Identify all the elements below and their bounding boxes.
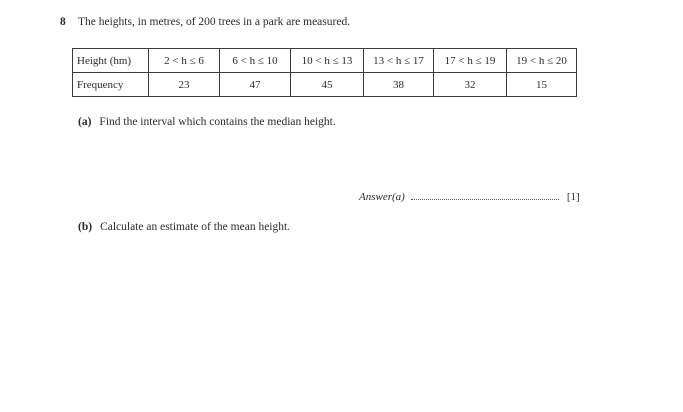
frequency-table bbox=[72, 48, 577, 97]
frequency-cell: 15 bbox=[507, 73, 577, 97]
interval-cell: 10 < h ≤ 13 bbox=[291, 49, 364, 73]
interval-cell: 6 < h ≤ 10 bbox=[220, 49, 291, 73]
question-number: 8 bbox=[60, 16, 66, 28]
frequency-cell: 47 bbox=[220, 73, 291, 97]
frequency-cell: 45 bbox=[291, 73, 364, 97]
answer-a-label: Answer(a) bbox=[359, 191, 405, 203]
part-b-label: (b) bbox=[78, 221, 93, 233]
interval-cell: 17 < h ≤ 19 bbox=[434, 49, 507, 73]
part-b bbox=[78, 221, 290, 233]
interval-cell: 19 < h ≤ 20 bbox=[507, 49, 577, 73]
part-b-text: Calculate an estimate of the mean height. bbox=[100, 221, 291, 233]
frequency-cell: 23 bbox=[149, 73, 220, 97]
answer-a-line bbox=[359, 191, 580, 203]
answer-a-marks: [1] bbox=[566, 191, 580, 203]
table-row-height bbox=[73, 49, 577, 73]
table-row-frequency bbox=[73, 73, 577, 97]
question-text: The heights, in metres, of 200 trees in a park are measured. bbox=[78, 16, 351, 28]
part-a-text: Find the interval which contains the median height. bbox=[99, 116, 336, 128]
interval-cell: 13 < h ≤ 17 bbox=[364, 49, 434, 73]
row-label-height: Height (hm) bbox=[73, 49, 149, 73]
frequency-cell: 38 bbox=[364, 73, 434, 97]
row-label-frequency: Frequency bbox=[73, 73, 149, 97]
interval-cell: 2 < h ≤ 6 bbox=[149, 49, 220, 73]
frequency-cell: 32 bbox=[434, 73, 507, 97]
part-a bbox=[78, 116, 336, 128]
answer-a-field[interactable] bbox=[411, 191, 559, 200]
part-a-label: (a) bbox=[78, 116, 92, 128]
